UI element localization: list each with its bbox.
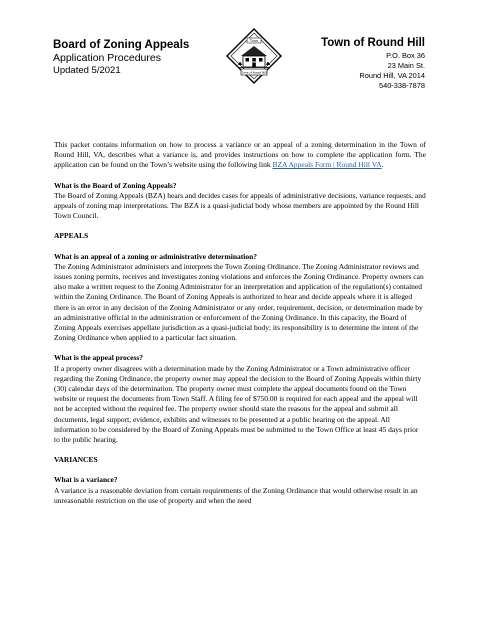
what-is-appeal-heading: What is an appeal of a zoning or administrative determination? (54, 251, 257, 261)
header-po-box: P.O. Box 36 (386, 51, 425, 60)
appeal-process-body: If a property owner disagrees with a determination made by the Zoning Administrator or a Town administrative officer regarding the Zoning Ordinance, the property owner may appeal the decision to the Board of Zoning Appeals within thirty (30) calendar days of the determination. The property owner must complete the appeal documents found on the Town website or request the documents from Town Staff. A filing fee of $750.00 is required for each appeal and the appeal will not be accepted without the required fee. The property owner should state the reasons for the appeal and submit all documents, legal support, evidence, exhibits and witnesses to be presented at a public hearing on the appeal. All information to be considered by the Board of Zoning Appeals must be submitted to the Town Office at least 45 days prior to the public hearing. (54, 363, 422, 445)
bza-appeals-form-link[interactable]: BZA Appeals Form | Round Hill VA (272, 160, 382, 170)
what-is-bza-heading: What is the Board of Zoning Appeals? (54, 180, 177, 190)
header-town-title: Town of Round Hill (321, 37, 425, 49)
header-phone: 540-338-7878 (378, 81, 425, 90)
intro-text-end: . (381, 160, 384, 170)
header-city: Round Hill, VA 2014 (359, 71, 425, 80)
header-board-title: Board of Zoning Appeals (53, 39, 190, 51)
what-is-variance-body: A variance is a reasonable deviation from certain requirements of the Zoning Ordinance that would otherwise result in an unreasonable restriction on the use of property and when the need (54, 485, 418, 505)
header-subtitle: Application Procedures (53, 52, 161, 64)
header-street: 23 Main St. (387, 61, 425, 70)
document-body (54, 140, 426, 506)
seal-top-text: Town (249, 39, 259, 44)
header-left-block (53, 38, 223, 77)
what-is-appeal-body: The Zoning Administrator administers and interprets the Town Zoning Ordinance. The Zoning Administrator reviews and issues zoning permits, receives and investigates zoning violations and enforces the Zoning Ordinance. Property owners can also make a written request to the Zoning Administrator for an interpretation and application of the regulation(s) contained within the Zoning Ordinance. The Board of Zoning Appeals is authorized to hear and decide appeals where it is alleged there is an error in any decision of the Zoning Administrator or any order, requirement, decision, or determination made by an administrative official in the administration or enforcement of the Zoning Ordinance. In this capacity, the Board of Zoning Appeals exercises appellate jurisdiction as a quasi-judicial body; its responsibility is to determine the intent of the Zoning Ordinance when applied to a particular fact situation. (54, 261, 424, 343)
header-updated-date: Updated 5/2021 (53, 65, 121, 76)
intro-paragraph (54, 140, 426, 171)
intro-text: This packet contains information on how to process a variance or an appeal of a zoning determination in the Town of Round Hill, VA, describes what a variance is, and provides instructions on how to complete the application form. The application can be found on the Town’s website using the following link (54, 140, 426, 170)
variances-heading: VARIANCES (54, 455, 98, 465)
what-is-variance-heading: What is a variance? (54, 475, 118, 485)
seal-bottom-text: Town of Round Hill (241, 70, 267, 75)
appeals-heading: APPEALS (54, 231, 89, 241)
header-right-block (265, 36, 425, 91)
what-is-bza-body: The Board of Zoning Appeals (BZA) hears and decides cases for appeals of administrative decisions, variance requests, and appeals of zoning map interpretations. The BZA is a quasi-judicial body whose members are appointed by the Round Hill Town Council. (54, 190, 426, 221)
appeal-process-heading: What is the appeal process? (54, 353, 144, 363)
